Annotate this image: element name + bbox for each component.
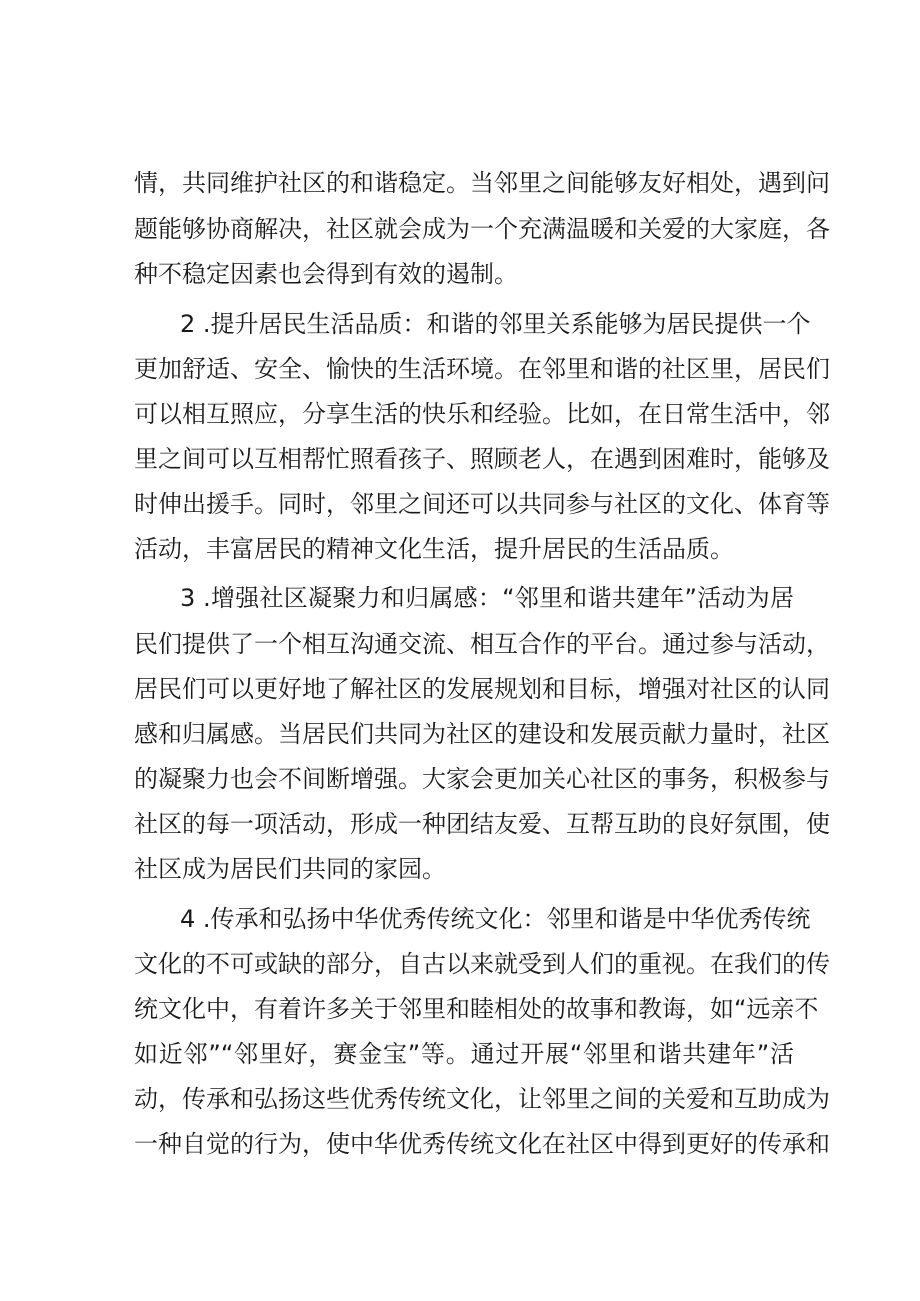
paragraph-3-line-4: 感和归属感。当居民们共同为社区的建设和发展贡献力量时，社区 [134,720,830,748]
paragraph-2-line-2: 更加舒适、安全、愉快的生活环境。在邻里和谐的社区里，居民们 [134,355,830,383]
paragraph-3-line-3: 居民们可以更好地了解社区的发展规划和目标，增强对社区的认同 [134,675,830,703]
paragraph-3-line-2: 民们提供了一个相互沟通交流、相互合作的平台。通过参与活动， [134,630,830,658]
paragraph-2-line-3: 可以相互照应，分享生活的快乐和经验。比如，在日常生活中，邻 [134,400,830,428]
paragraph-1-line-1: 情，共同维护社区的和谐稳定。当邻里之间能够友好相处，遇到问 [134,169,830,197]
paragraph-1-line-3: 种不稳定因素也会得到有效的遏制。 [134,260,518,288]
paragraph-4-line-5: 动，传承和弘扬这些优秀传统文化，让邻里之间的关爱和互助成为 [134,1085,830,1113]
paragraph-1-line-2: 题能够协商解决，社区就会成为一个充满温暖和关爱的大家庭，各 [134,215,830,243]
paragraph-3-line-7: 社区成为居民们共同的家园。 [134,855,446,883]
paragraph-2-line-6: 活动，丰富居民的精神文化生活，提升居民的生活品质。 [134,535,734,563]
paragraph-2-line-4: 里之间可以互相帮忙照看孩子、照顾老人，在遇到困难时，能够及 [134,445,830,473]
paragraph-4-line-2: 文化的不可或缺的部分，自古以来就受到人们的重视。在我们的传 [134,950,830,978]
paragraph-4-line-4: 如近邻”“邻里好，赛金宝”等。通过开展“邻里和谐共建年”活 [134,1040,794,1068]
paragraph-3-line-6: 社区的每一项活动，形成一种团结友爱、互帮互助的良好氛围，使 [134,810,830,838]
paragraph-4-line-6: 一种自觉的行为，使中华优秀传统文化在社区中得到更好的传承和 [134,1130,830,1158]
paragraph-4-line-1: 4 .传承和弘扬中华优秀传统文化：邻里和谐是中华优秀传统 [180,905,811,933]
paragraph-2-line-5: 时伸出援手。同时，邻里之间还可以共同参与社区的文化、体育等 [134,490,830,518]
paragraph-3-line-1: 3 .增强社区凝聚力和归属感：“邻里和谐共建年”活动为居 [180,584,794,612]
paragraph-3-line-5: 的凝聚力也会不间断增强。大家会更加关心社区的事务，积极参与 [134,765,830,793]
paragraph-2-line-1: 2 .提升居民生活品质：和谐的邻里关系能够为居民提供一个 [180,310,811,338]
paragraph-4-line-3: 统文化中，有着许多关于邻里和睦相处的故事和教诲，如“远亲不 [134,995,819,1023]
